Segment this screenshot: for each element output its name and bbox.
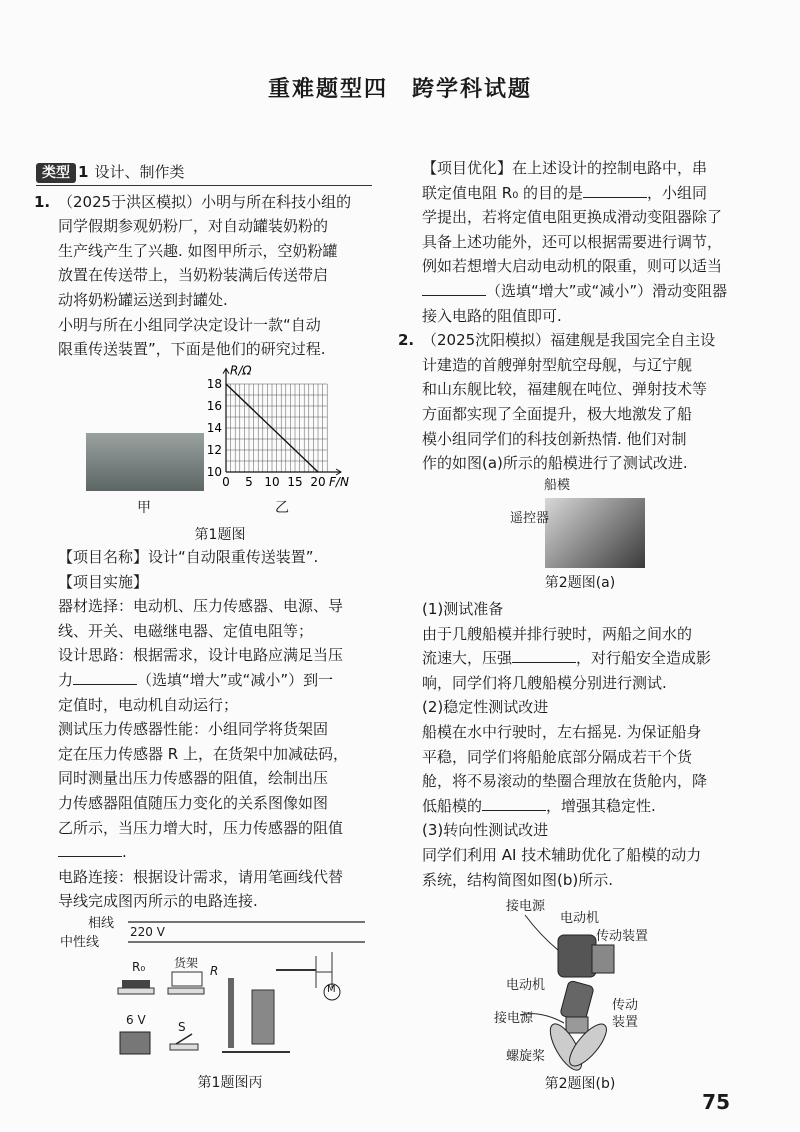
q1-line: 导线完成图丙所示的电路连接. <box>58 892 258 911</box>
q2-line: （2025沈阳模拟）福建舰是我国完全自主设 <box>422 331 716 350</box>
propeller-label: 螺旋桨 <box>506 1049 546 1064</box>
q1-blank-end <box>58 840 388 865</box>
ship-model-photo <box>545 498 645 568</box>
q1-stem <box>36 190 386 362</box>
opt-text: ，小组同 <box>646 183 707 202</box>
part-line: 由于几艘船模并排行驶时，两船之间水的 <box>422 624 693 643</box>
q1-line: 放置在传送带上，当奶粉装满后传送带启 <box>58 266 329 285</box>
part-heading: (1)测试准备 <box>422 600 504 618</box>
drive-label-1: 传动装置 <box>596 929 649 944</box>
q2-line: 计建造的首艘弹射型航空母舰，与辽宁舰 <box>422 355 693 374</box>
x-tick-label: 15 <box>287 475 303 489</box>
part-line: 系统，结构简图如图(b)所示. <box>422 870 613 889</box>
answer-blank[interactable] <box>73 668 137 685</box>
y-tick-label: 12 <box>206 443 222 457</box>
section-heading <box>36 160 372 186</box>
part-line: 平稳，同学们将船舱底部分隔成若干个货 <box>422 747 693 766</box>
type-badge: 类型 <box>36 163 76 183</box>
x-axis-label: F/N <box>329 475 349 489</box>
page-title: 重难题型四 跨学科试题 <box>267 77 532 102</box>
fig2b-caption: 第2题图(b) <box>544 1076 616 1092</box>
q1-line: 【项目实施】 <box>58 572 149 591</box>
answer-blank[interactable] <box>58 840 122 857</box>
fig1c-caption: 第1题图丙 <box>197 1075 263 1091</box>
q1-line: 生产线产生了兴趣. 如图甲所示，空奶粉罐 <box>58 241 338 260</box>
x-tick-label: 20 <box>310 475 326 489</box>
part-heading: (3)转向性测试改进 <box>422 821 549 840</box>
q2-stem <box>398 328 767 476</box>
part-text: ，对行船安全造成影 <box>576 649 712 668</box>
q2-line: 模小组同学们的科技创新热情. 他们对制 <box>422 429 687 448</box>
ac-voltage-label: 220 V <box>130 925 165 939</box>
fig-label-jia: 甲 <box>137 500 151 516</box>
part-line: 同学们利用 AI 技术辅助优化了船模的动力 <box>422 845 702 864</box>
motor-label-1: 电动机 <box>560 911 600 926</box>
y-axis-label: R/Ω <box>230 363 252 378</box>
opt-line: 具备上述功能外，还可以根据需要进行调节， <box>422 232 723 251</box>
x-tick-label: 0 <box>222 475 230 489</box>
q1-line: 设计思路：根据需求，设计电路应满足当压 <box>58 646 344 665</box>
part-text: 低船模的 <box>422 796 483 815</box>
q1-line: 器材选择：电动机、压力传感器、电源、导 <box>58 597 344 616</box>
drive-label-2a: 传动 <box>612 998 639 1013</box>
live-wire-label: 相线 <box>88 916 115 931</box>
resistance-force-chart <box>196 360 376 510</box>
section-title: 设计、制作类 <box>94 163 185 181</box>
q2-parts <box>422 597 767 892</box>
opt-text: 联定值电阻 R₀ 的目的是 <box>422 183 583 202</box>
q1-text: . <box>122 843 127 862</box>
q1-line: 电路连接：根据设计需求，请用笔画线代替 <box>58 867 344 886</box>
q1-line: 限重传送装置”，下面是他们的研究过程. <box>58 340 326 359</box>
q1-line: 力传感器阻值随压力变化的关系图像如图 <box>58 793 329 812</box>
q1-body <box>58 545 388 914</box>
q1-line: 线、开关、电磁继电器、定值电阻等； <box>58 621 314 640</box>
shelf-label: 货架 <box>174 956 199 970</box>
part-text: ，增强其稳定性. <box>546 796 656 815</box>
fig2a-caption: 第2题图(a) <box>544 575 616 591</box>
q1-line: 小明与所在小组同学决定设计一款“自动 <box>58 315 321 334</box>
part-heading: (2)稳定性测试改进 <box>422 698 549 717</box>
left-column <box>36 160 386 362</box>
opt-line: 【项目优化】在上述设计的控制电路中，串 <box>422 159 708 177</box>
page-number: 75 <box>702 1090 730 1114</box>
q2-number: 2. <box>398 331 415 350</box>
q1-line: 动将奶粉罐运送到封罐处. <box>58 290 228 309</box>
motor-label: M <box>327 984 336 995</box>
r0-label: R₀ <box>132 960 146 974</box>
fig-label-yi: 乙 <box>275 500 289 516</box>
part-line: 船模在水中行驶时，左右摇晃. 为保证船身 <box>422 722 702 741</box>
q1-line: （2025于洪区模拟）小明与所在科技小组的 <box>58 192 352 211</box>
part-line <box>422 794 767 819</box>
q1-number: 1. <box>34 192 51 211</box>
q1-line: 定在压力传感器 R 上，在货架中加减砝码， <box>58 744 348 763</box>
neutral-wire-label: 中性线 <box>60 935 100 950</box>
q1-line: 同时测量出压力传感器的阻值，绘制出压 <box>58 769 329 788</box>
opt-line: 学提出，若将定值电阻更换成滑动变阻器除了 <box>422 208 723 227</box>
answer-blank[interactable] <box>512 646 576 663</box>
answer-blank[interactable] <box>422 279 486 296</box>
q2-line: 方面都实现了全面提升，极大地激发了船 <box>422 404 693 423</box>
answer-blank[interactable] <box>482 794 546 811</box>
q1-line: 【项目名称】设计“自动限重传送装置”. <box>58 548 319 566</box>
q1-line: 测试压力传感器性能：小组同学将货架固 <box>58 720 329 739</box>
part-line <box>422 646 767 671</box>
q1-text: 力 <box>58 670 74 689</box>
battery-label: 6 V <box>126 1013 146 1027</box>
switch-label: S <box>178 1020 186 1034</box>
q1-text: （选填“增大”或“减小”）到一 <box>137 670 334 689</box>
remote-label: 遥控器 <box>510 511 550 526</box>
q1-line: 定值时，电动机自动运行； <box>58 695 239 714</box>
x-tick-label: 5 <box>245 475 253 489</box>
answer-blank[interactable] <box>583 181 647 198</box>
q2-line: 和山东舰比较，福建舰在吨位、弹射技术等 <box>422 380 708 399</box>
ship-label: 船模 <box>544 478 571 493</box>
part-line: 舱，将不易滚动的垫圈合理放在货舱内，降 <box>422 772 708 791</box>
q2-line: 作的如图(a)所示的船模进行了测试改进. <box>422 454 688 473</box>
fig1-caption: 第1题图 <box>194 527 246 543</box>
opt-text: （选填“增大”或“减小”）滑动变阻器 <box>486 281 728 300</box>
y-tick-label: 18 <box>206 377 222 391</box>
opt-line: 接入电路的阻值即可. <box>422 306 562 325</box>
part-line: 响，同学们将几艘船模分别进行测试. <box>422 673 667 692</box>
propulsion-diagram <box>480 895 680 1095</box>
q1-line: 乙所示，当压力增大时，压力传感器的阻值 <box>58 818 344 837</box>
factory-photo <box>86 433 204 491</box>
power-label-1: 接电源 <box>506 899 546 914</box>
opt-line: 例如若想增大启动电动机的限重，则可以适当 <box>422 257 723 276</box>
drive-label-2b: 装置 <box>612 1015 639 1030</box>
part-text: 流速大，压强 <box>422 649 513 668</box>
power-label-2: 接电源 <box>494 1011 534 1026</box>
q1-line: 同学假期参观奶粉厂，对自动罐装奶粉的 <box>58 217 329 236</box>
y-tick-label: 10 <box>206 465 222 479</box>
opt-line <box>422 181 767 206</box>
right-column <box>398 156 767 476</box>
y-tick-label: 16 <box>206 399 222 413</box>
motor-label-2: 电动机 <box>506 978 546 993</box>
type-number: 1 <box>78 163 89 181</box>
q1-blank-line <box>58 668 388 693</box>
x-tick-label: 10 <box>264 475 280 489</box>
r-label: R <box>210 964 219 978</box>
opt-line <box>422 279 767 304</box>
circuit-diagram <box>60 912 380 1092</box>
y-tick-label: 14 <box>206 421 222 435</box>
